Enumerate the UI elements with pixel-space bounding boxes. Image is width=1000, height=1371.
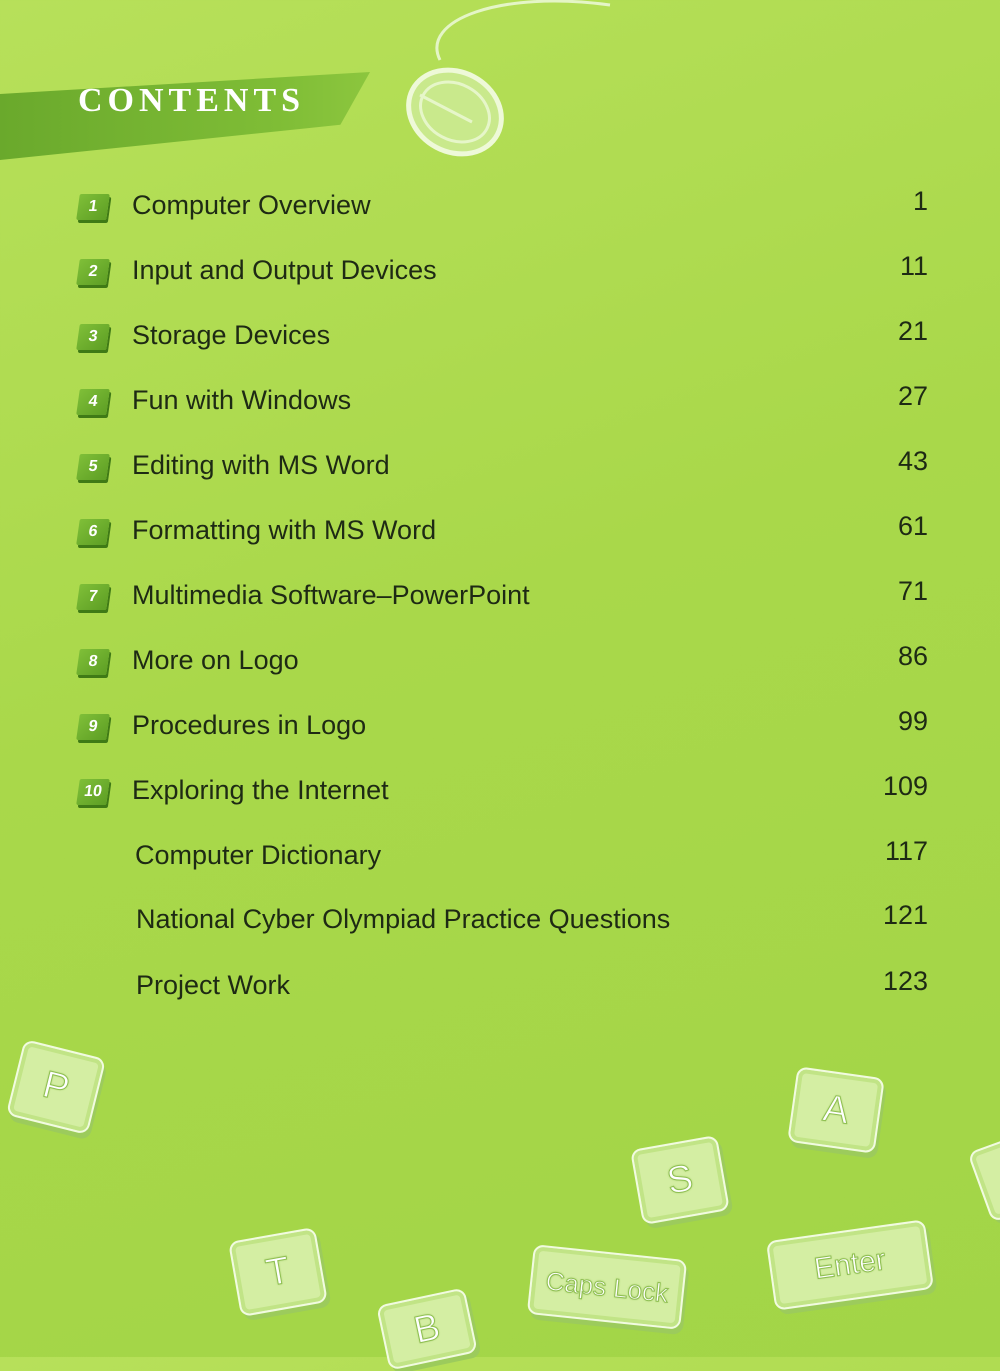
chapter-title: Formatting with MS Word [132,515,437,545]
toc-row[interactable] [0,706,1000,756]
chapter-title: Input and Output Devices [132,255,437,285]
page-number: 121 [882,900,928,930]
computer-mouse-icon [380,0,620,170]
keycap-t: T [228,1227,328,1317]
page-number: 86 [897,641,928,671]
toc-row[interactable] [0,836,1000,886]
page-title: CONTENTS [78,82,306,119]
chapter-number-badge: 2 [76,259,110,285]
keycap-b: B [376,1287,478,1370]
chapter-title: Computer Overview [132,190,371,220]
toc-row[interactable] [0,576,1000,626]
toc-row[interactable] [0,900,1000,950]
page-number: 117 [884,836,928,866]
toc-row[interactable] [0,446,1000,496]
page-number: 99 [897,706,928,736]
page-number: 1 [912,186,928,216]
chapter-number-badge: 8 [76,649,110,675]
chapter-number-badge: 4 [76,389,110,415]
page-number: 109 [882,771,928,801]
section-title: Project Work [136,970,291,1000]
toc-row[interactable] [0,251,1000,301]
keycap-s: S [630,1135,730,1225]
chapter-number-badge: 1 [76,194,110,220]
chapter-number-badge: 7 [76,584,110,610]
chapter-title: Procedures in Logo [132,710,367,740]
chapter-title: Fun with Windows [132,385,352,415]
toc-row[interactable] [0,186,1000,236]
toc-row[interactable] [0,641,1000,691]
section-title: National Cyber Olympiad Practice Questions [136,904,671,934]
page-number: 11 [899,251,928,281]
page-number: 43 [897,446,928,476]
page-number: 61 [897,511,928,541]
section-title: Computer Dictionary [135,840,382,870]
chapter-title: Storage Devices [132,320,331,350]
toc-row[interactable] [0,316,1000,366]
chapter-number-badge: 6 [76,519,110,545]
toc-row[interactable] [0,511,1000,561]
chapter-number-badge: 3 [76,324,110,350]
chapter-title: Multimedia Software–PowerPoint [132,580,530,610]
keycap-a: A [787,1066,885,1154]
page-number: 71 [897,576,928,606]
chapter-number-badge: 9 [76,714,110,740]
keycap-p: P [6,1039,106,1135]
chapter-title: Exploring the Internet [132,775,389,805]
page-number: 123 [882,966,928,996]
chapter-number-badge: 5 [76,454,110,480]
keycap-caps-lock: Caps Lock [527,1244,687,1330]
page-number: 27 [897,381,928,411]
keycap-partial [967,1131,1000,1222]
chapter-number-badge: 10 [76,779,110,805]
toc-row[interactable] [0,771,1000,821]
chapter-title: More on Logo [132,645,299,675]
toc-row[interactable] [0,966,1000,1016]
toc-row[interactable] [0,381,1000,431]
chapter-title: Editing with MS Word [132,450,390,480]
keycap-enter: Enter [766,1219,934,1311]
page-number: 21 [897,316,928,346]
